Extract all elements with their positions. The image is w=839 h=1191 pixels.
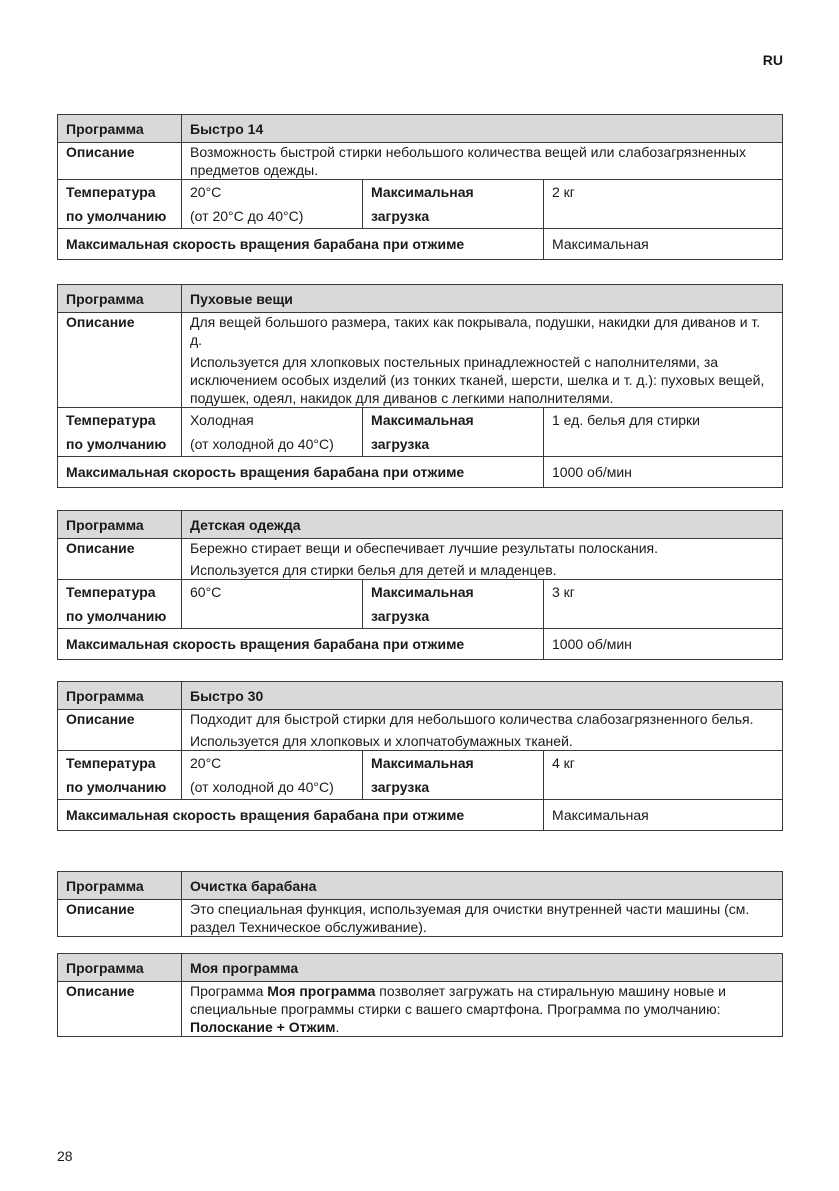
program-header-row: [58, 872, 783, 900]
description-text: [182, 982, 783, 1037]
temperature-row: [58, 180, 783, 229]
description-text: [182, 900, 783, 937]
description-paragraph: Это специальная функция, используемая для очистки внутренней части машины (см. раздел Техническое обслуживание).: [190, 901, 750, 935]
spin-label: Максимальная скорость вращения барабана при отжиме: [58, 229, 544, 260]
program-name: Быстро 14: [182, 115, 783, 143]
description-row: [58, 143, 783, 180]
temperature-row: [58, 408, 783, 457]
max-load-value: 3 кг: [552, 584, 575, 600]
description-part: .: [335, 1019, 340, 1035]
temperature-label-line1: Температура: [66, 184, 156, 200]
spin-row: [58, 457, 783, 488]
max-load-value: 4 кг: [552, 755, 575, 771]
temperature-range: (от холодной до 40°C): [190, 436, 334, 452]
load-label-line1: Максимальная: [371, 584, 474, 600]
max-load-value: 1 ед. белья для стирки: [552, 412, 700, 428]
description-paragraph: Используется для стирки белья для детей и младенцев.: [190, 562, 557, 578]
program-table-quick-14: [57, 114, 783, 260]
description-paragraph: Подходит для быстрой стирки для небольшого количества слабозагрязненного белья.: [190, 711, 754, 727]
program-header-row: [58, 682, 783, 710]
load-label-line1: Максимальная: [371, 755, 474, 771]
page-number: 28: [57, 1148, 73, 1164]
description-text: [182, 710, 783, 751]
description-paragraph: Для вещей большого размера, таких как покрывала, подушки, накидки для диванов и т. д.: [190, 314, 761, 348]
program-label: Программа: [58, 115, 182, 143]
program-table-quick-30: [57, 681, 783, 831]
description-part: позволяет загружать на стиральную машину новые и специальные программы стирки с вашего смартфона. Программа по умолчанию:: [190, 983, 726, 1017]
program-header-row: [58, 115, 783, 143]
language-code: RU: [762, 52, 783, 68]
load-label-line1: Максимальная: [371, 412, 474, 428]
spin-label: Максимальная скорость вращения барабана при отжиме: [58, 800, 544, 831]
spin-row: [58, 800, 783, 831]
description-label: Описание: [58, 539, 182, 580]
temperature-label-line1: Температура: [66, 755, 156, 771]
spin-label: Максимальная скорость вращения барабана при отжиме: [58, 457, 544, 488]
description-bold-default-program: Полоскание + Отжим: [190, 1019, 336, 1035]
spin-row: [58, 229, 783, 260]
spin-value: Максимальная: [544, 229, 783, 260]
program-header-row: [58, 285, 783, 313]
temperature-label-line1: Температура: [66, 412, 156, 428]
default-temperature: 20°C: [190, 755, 222, 771]
load-label-line2: загрузка: [371, 779, 430, 795]
program-table-my-program: [57, 953, 783, 1037]
load-label-line2: загрузка: [371, 436, 430, 452]
description-part: Программа: [190, 983, 268, 999]
spin-value: Максимальная: [544, 800, 783, 831]
description-paragraph: Бережно стирает вещи и обеспечивает лучшие результаты полоскания.: [190, 540, 659, 556]
program-name: Моя программа: [182, 954, 783, 982]
program-header-row: [58, 511, 783, 539]
program-label: Программа: [58, 285, 182, 313]
description-paragraph: Используется для хлопковых и хлопчатобумажных тканей.: [190, 733, 573, 749]
description-row: [58, 539, 783, 580]
program-name: Детская одежда: [182, 511, 783, 539]
temperature-row: [58, 580, 783, 629]
program-label: Программа: [58, 511, 182, 539]
description-paragraph: [190, 982, 774, 1036]
temperature-label-line1: Температура: [66, 584, 156, 600]
program-header-row: [58, 954, 783, 982]
temperature-label-line2: по умолчанию: [66, 608, 167, 624]
default-temperature: 60°C: [190, 584, 222, 600]
description-row: [58, 313, 783, 408]
load-label-line2: загрузка: [371, 608, 430, 624]
program-name: Очистка барабана: [182, 872, 783, 900]
temperature-range: [182, 604, 362, 628]
description-row: [58, 982, 783, 1037]
description-bold-program-name: Моя программа: [267, 983, 376, 999]
spin-value: 1000 об/мин: [544, 457, 783, 488]
load-label-line1: Максимальная: [371, 184, 474, 200]
program-label: Программа: [58, 872, 182, 900]
program-table-drum-clean: [57, 871, 783, 937]
temperature-row: [58, 751, 783, 800]
default-temperature: 20°C: [190, 184, 222, 200]
program-name: Пуховые вещи: [182, 285, 783, 313]
temperature-label-line2: по умолчанию: [66, 436, 167, 452]
program-name: Быстро 30: [182, 682, 783, 710]
spin-row: [58, 629, 783, 660]
program-label: Программа: [58, 954, 182, 982]
default-temperature: Холодная: [190, 412, 254, 428]
description-label: Описание: [58, 710, 182, 751]
description-row: [58, 900, 783, 937]
description-row: [58, 710, 783, 751]
description-text: [182, 313, 783, 408]
program-table-down-items: [57, 284, 783, 488]
spin-label: Максимальная скорость вращения барабана при отжиме: [58, 629, 544, 660]
description-paragraph: Возможность быстрой стирки небольшого количества вещей или слабозагрязненных предметов одежды.: [190, 144, 746, 178]
temperature-range: (от холодной до 40°C): [190, 779, 334, 795]
description-label: Описание: [58, 982, 182, 1037]
description-paragraph: Используется для хлопковых постельных принадлежностей с наполнителями, за исключением особых изделий (из тонких тканей, шерсти, шелка и т. д.): пуховых вещей, подушек, одеял, накидок для диванов с легкими наполнителями.: [190, 354, 765, 406]
temperature-range: (от 20°C до 40°C): [190, 208, 304, 224]
description-text: [182, 539, 783, 580]
load-label-line2: загрузка: [371, 208, 430, 224]
program-label: Программа: [58, 682, 182, 710]
description-label: Описание: [58, 313, 182, 408]
max-load-value: 2 кг: [552, 184, 575, 200]
temperature-label-line2: по умолчанию: [66, 208, 167, 224]
temperature-label-line2: по умолчанию: [66, 779, 167, 795]
spin-value: 1000 об/мин: [544, 629, 783, 660]
description-label: Описание: [58, 143, 182, 180]
description-label: Описание: [58, 900, 182, 937]
program-table-baby-clothes: [57, 510, 783, 660]
description-text: [182, 143, 783, 180]
